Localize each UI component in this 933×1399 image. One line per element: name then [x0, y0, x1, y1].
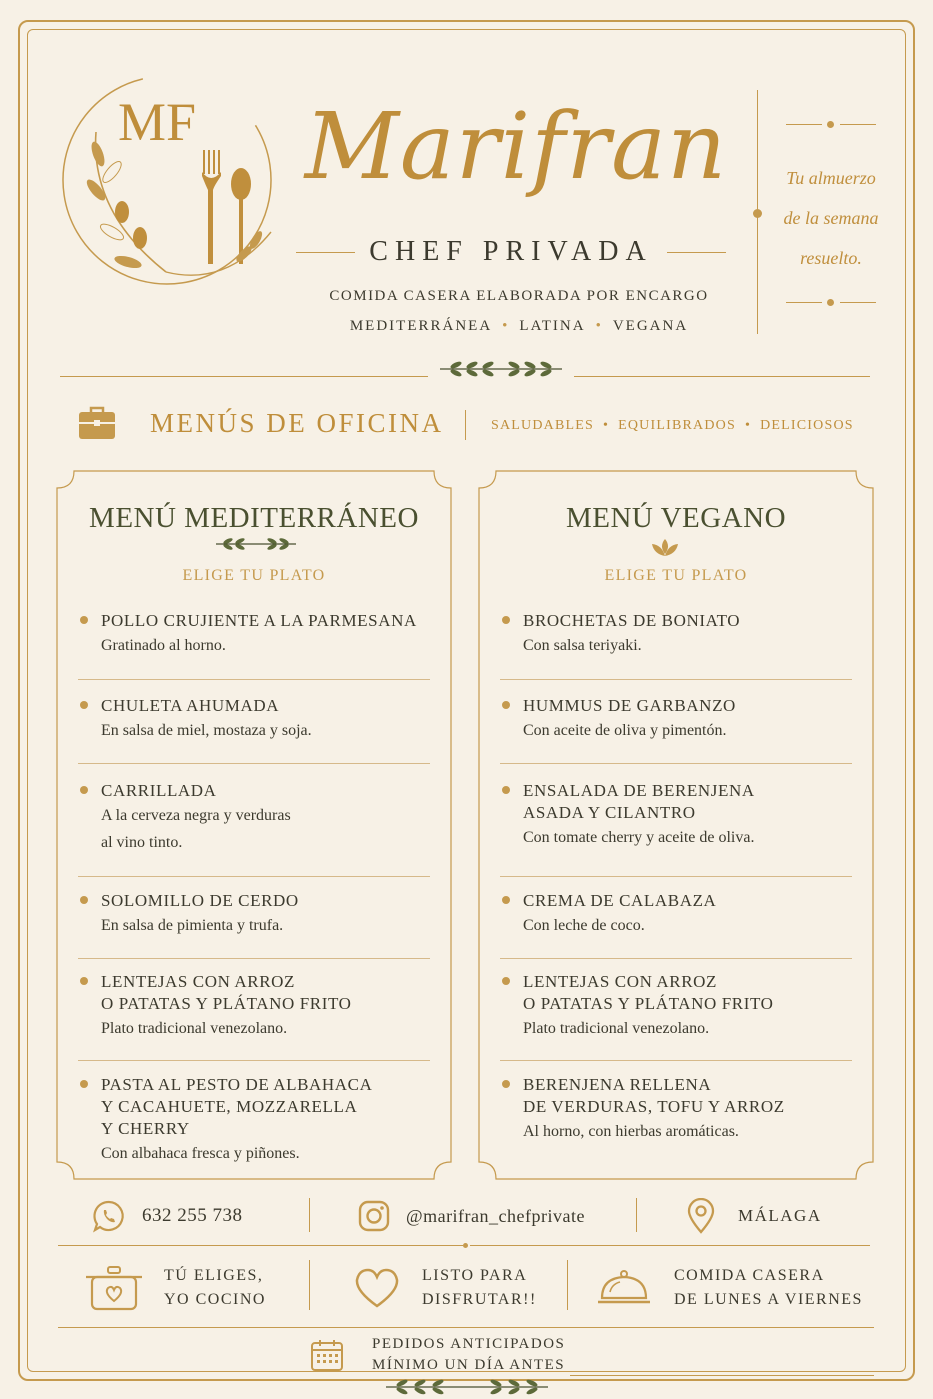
quote-line: resuelto. [800, 248, 862, 268]
divider [296, 252, 355, 253]
dish-description: En salsa de miel, mostaza y soja. [101, 722, 312, 739]
bullet [80, 977, 88, 985]
dish-description: Al horno, con hierbas aromáticas. [523, 1123, 739, 1140]
dish-description: A la cerveza negra y verduras al vino tinto. [101, 807, 291, 851]
dish-name: CHULETA AHUMADA [101, 696, 280, 715]
dish-divider [500, 876, 852, 877]
fork-icon [202, 150, 221, 264]
bullet-separator: • [502, 318, 510, 334]
pot-heart-icon [84, 1263, 144, 1313]
divider-dot [753, 209, 762, 218]
ornament-dot [827, 121, 834, 128]
side-quote [766, 158, 896, 278]
feature-line: LISTO PARA [422, 1267, 528, 1284]
instagram-handle: @marifran_chefprivate [406, 1205, 585, 1226]
quote-line: Tu almuerzo [786, 168, 876, 188]
dish-description: Con tomate cherry y aceite de oliva. [523, 829, 755, 846]
dish-item [500, 610, 852, 659]
bullet [502, 977, 510, 985]
dish-description: Con albahaca fresca y piñones. [101, 1145, 300, 1162]
card-title: MENÚ VEGANO [565, 502, 787, 534]
quote-line: de la semana [783, 208, 879, 228]
section-title: MENÚS DE OFICINA [150, 408, 444, 438]
bullet [502, 616, 510, 624]
bullet [502, 786, 510, 794]
divider [58, 1327, 874, 1328]
divider [470, 1245, 870, 1246]
feature-ready [354, 1258, 537, 1318]
dish-item [78, 610, 430, 659]
dish-name: HUMMUS DE GARBANZO [523, 696, 736, 715]
bullet [80, 701, 88, 709]
quality-item: SALUDABLES [491, 418, 595, 433]
bullet-separator: • [744, 418, 752, 433]
bullet [80, 616, 88, 624]
dish-item [78, 890, 430, 939]
dish-item [500, 695, 852, 744]
location-pin-icon [686, 1198, 716, 1234]
bullet [502, 701, 510, 709]
heart-icon [354, 1267, 400, 1309]
bullet [80, 896, 88, 904]
orders-text [372, 1334, 565, 1376]
dish-item [500, 890, 852, 939]
card-title: MENÚ MEDITERRÁNEO [89, 502, 419, 534]
orders-line: MÍNIMO UN DÍA ANTES [372, 1357, 566, 1373]
feature-you-choose [84, 1258, 266, 1318]
laurel-icon [382, 1378, 552, 1396]
bullet [80, 786, 88, 794]
dish-description: En salsa de pimienta y trufa. [101, 917, 284, 934]
dish-description: Plato tradicional venezolano. [101, 1020, 288, 1037]
dish-divider [500, 763, 852, 764]
feature-text [422, 1264, 537, 1312]
separator-line [574, 376, 870, 377]
bullet-separator: • [603, 418, 610, 433]
divider [570, 1375, 874, 1376]
dish-name: PASTA AL PESTO DE ALBAHACA Y CACAHUETE, MOZZARELLA Y CHERRY [101, 1075, 373, 1138]
chef-title: CHEF PRIVADA [369, 236, 653, 267]
dish-divider [500, 958, 852, 959]
whatsapp-icon [92, 1199, 126, 1233]
vertical-divider [636, 1198, 637, 1232]
quality-item: EQUILIBRADOS [618, 418, 736, 433]
dish-name: POLLO CRUJIENTE A LA PARMESANA [101, 611, 417, 630]
calendar-icon [310, 1338, 344, 1372]
bullet [502, 896, 510, 904]
brand-block [296, 72, 736, 222]
feature-line: TÚ ELIGES, [164, 1267, 264, 1284]
monogram-m: MF [118, 92, 197, 152]
chef-title-row [296, 232, 726, 272]
feature-line: YO COCINO [164, 1291, 266, 1308]
vertical-divider [309, 1198, 310, 1232]
dish-description: Con salsa teriyaki. [523, 637, 642, 654]
orders-note [310, 1334, 565, 1376]
cuisine-item: MEDITERRÁNEA [349, 318, 493, 334]
card-subtitle: ELIGE TU PLATO [182, 567, 326, 584]
menu-card-vegan [478, 470, 874, 1180]
cuisine-item: VEGANA [612, 318, 689, 334]
dish-item [500, 780, 852, 851]
ornament-line [840, 302, 876, 303]
menu-card-mediterranean [56, 470, 452, 1180]
dish-item [500, 1074, 852, 1145]
cuisine-list [296, 318, 742, 335]
dish-divider [78, 958, 430, 959]
dish-item [78, 971, 430, 1042]
feature-line: DE LUNES A VIERNES [674, 1291, 863, 1308]
contact-phone[interactable] [92, 1196, 243, 1236]
instagram-icon [358, 1200, 390, 1232]
quality-item: DELICIOSOS [760, 418, 854, 433]
dish-item [78, 695, 430, 744]
dish-item [78, 1074, 430, 1167]
ornament-line [786, 302, 822, 303]
divider [667, 252, 726, 253]
tagline: COMIDA CASERA ELABORADA POR ENCARGO [329, 288, 709, 304]
dish-divider [78, 763, 430, 764]
monogram-logo [56, 62, 278, 298]
dish-name: CREMA DE CALABAZA [523, 891, 717, 910]
dish-name: CARRILLADA [101, 781, 217, 800]
dish-name: BROCHETAS DE BONIATO [523, 611, 741, 630]
dish-description: Plato tradicional venezolano. [523, 1020, 710, 1037]
leaf-icon [650, 538, 680, 558]
ornament-line [786, 124, 822, 125]
contact-instagram[interactable] [358, 1196, 585, 1236]
dish-name: LENTEJAS CON ARROZ O PATATAS Y PLÁTANO FRITO [101, 972, 352, 1013]
dish-name: SOLOMILLO DE CERDO [101, 891, 299, 910]
qualities-list [491, 418, 854, 434]
contact-location [686, 1196, 822, 1236]
dish-name: LENTEJAS CON ARROZ O PATATAS Y PLÁTANO FRITO [523, 972, 774, 1013]
dish-divider [500, 679, 852, 680]
dish-name: BERENJENA RELLENA DE VERDURAS, TOFU Y ARROZ [523, 1075, 785, 1116]
feature-text [674, 1264, 863, 1312]
orders-line: PEDIDOS ANTICIPADOS [372, 1336, 566, 1352]
vertical-divider [309, 1260, 310, 1310]
separator-line [60, 376, 428, 377]
cuisine-item: LATINA [519, 318, 586, 334]
dish-divider [78, 876, 430, 877]
card-subtitle: ELIGE TU PLATO [604, 567, 748, 584]
ornament-dot [827, 299, 834, 306]
vertical-divider [465, 410, 466, 440]
dish-item [78, 780, 430, 856]
dish-name: ENSALADA DE BERENJENA ASADA Y CILANTRO [523, 781, 755, 822]
cloche-icon [596, 1268, 652, 1308]
location-text: MÁLAGA [738, 1206, 822, 1225]
feature-homemade [596, 1258, 863, 1318]
bullet [80, 1080, 88, 1088]
bullet-separator: • [595, 318, 603, 334]
laurel-icon [214, 538, 298, 550]
dish-divider [78, 1060, 430, 1061]
divider-dot [463, 1243, 468, 1248]
dish-divider [78, 679, 430, 680]
briefcase-icon [78, 406, 116, 440]
feature-line: COMIDA CASERA [674, 1267, 825, 1284]
phone-number: 632 255 738 [142, 1205, 243, 1226]
dish-description: Con leche de coco. [523, 917, 645, 934]
feature-text [164, 1264, 266, 1312]
divider [58, 1245, 463, 1246]
dish-description: Gratinado al horno. [101, 637, 226, 654]
dish-description: Con aceite de oliva y pimentón. [523, 722, 727, 739]
vertical-divider [567, 1260, 568, 1310]
dish-divider [500, 1060, 852, 1061]
dish-item [500, 971, 852, 1042]
brand-name: Marifran [304, 93, 728, 200]
ornament-line [840, 124, 876, 125]
laurel-icon [436, 358, 566, 380]
bullet [502, 1080, 510, 1088]
feature-line: DISFRUTAR!! [422, 1291, 537, 1308]
